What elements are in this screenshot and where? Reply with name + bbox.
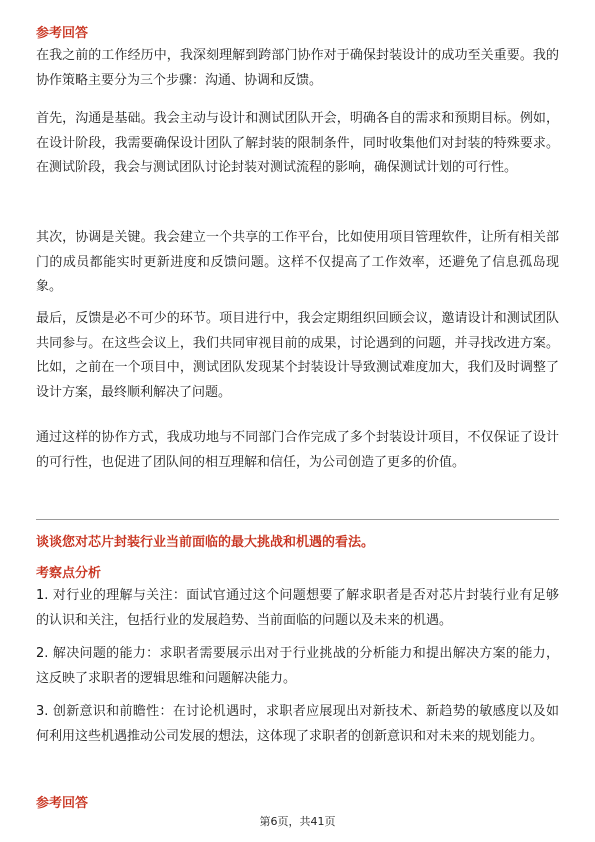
- reference-answer-heading-2: 参考回答: [36, 796, 89, 811]
- answer-paragraph-4: 最后，反馈是必不可少的环节。项目进行中，我会定期组织回顾会议，邀请设计和测试团队共同参与。在这些会议上，我们共同审视目前的成果，讨论遇到的问题，并寻找改进方案。比如，之前在一个项目中，测试团队发现某个封装设计导致测试难度加大，我们及时调整了设计方案，最终顺利解决了问题。: [36, 311, 559, 400]
- analysis-point-2: 2. 解决问题的能力：求职者需要展示出对于行业挑战的分析能力和提出解决方案的能力，这反映了求职者的逻辑思维和问题解决能力。: [36, 646, 559, 686]
- page-number: 第6页，共41页: [259, 815, 336, 828]
- analysis-point-1: 1. 对行业的理解与关注：面试官通过这个问题想要了解求职者是否对芯片封装行业有足够的认识和关注，包括行业的发展趋势、当前面临的问题以及未来的机遇。: [36, 588, 559, 628]
- answer-paragraph-3: 其次，协调是关键。我会建立一个共享的工作平台，比如使用项目管理软件，让所有相关部门的成员都能实时更新进度和反馈问题。这样不仅提高了工作效率，还避免了信息孤岛现象。: [36, 230, 559, 294]
- answer-paragraph-2: 首先，沟通是基础。我会主动与设计和测试团队开会，明确各自的需求和预期目标。例如，在设计阶段，我需要确保设计团队了解封装的限制条件，同时收集他们对封装的特殊要求。在测试阶段，我会与测试团队讨论封装对测试流程的影响，确保测试计划的可行性。: [36, 111, 559, 175]
- interview-question: 谈谈您对芯片封装行业当前面临的最大挑战和机遇的看法。: [36, 535, 375, 550]
- section-divider: [36, 519, 559, 520]
- answer-paragraph-5: 通过这样的协作方式，我成功地与不同部门合作完成了多个封装设计项目，不仅保证了设计的可行性，也促进了团队间的相互理解和信任，为公司创造了更多的价值。: [36, 430, 559, 470]
- answer-paragraph-1: 在我之前的工作经历中，我深刻理解到跨部门协作对于确保封装设计的成功至关重要。我的协作策略主要分为三个步骤：沟通、协调和反馈。: [36, 48, 559, 88]
- reference-answer-heading: 参考回答: [36, 26, 89, 41]
- analysis-heading: 考察点分析: [36, 566, 102, 581]
- analysis-point-3: 3. 创新意识和前瞻性：在讨论机遇时，求职者应展现出对新技术、新趋势的敏感度以及如何利用这些机遇推动公司发展的想法，这体现了求职者的创新意识和对未来的规划能力。: [36, 704, 559, 744]
